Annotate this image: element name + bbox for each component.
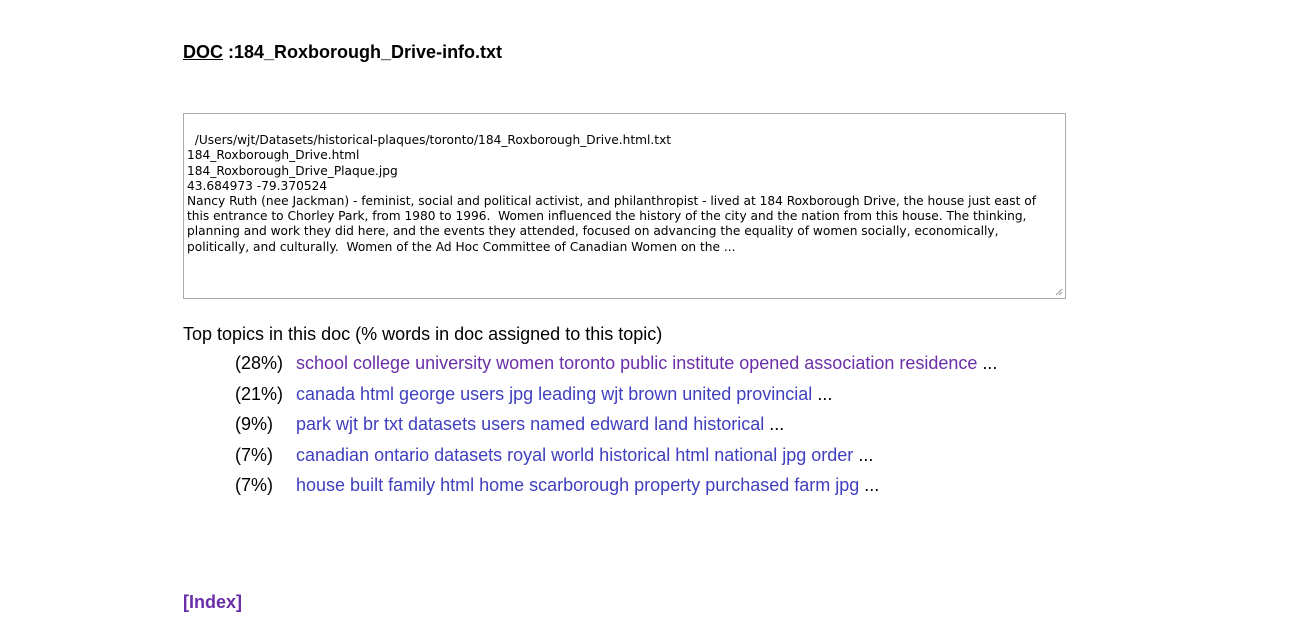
topics-heading: Top topics in this doc (% words in doc assigned to this topic) bbox=[183, 324, 663, 344]
topic-row bbox=[235, 383, 997, 414]
topic-row bbox=[235, 413, 997, 444]
topic-ellipsis: ... bbox=[859, 475, 880, 495]
topics-list bbox=[235, 352, 997, 505]
topic-percent: (7%) bbox=[235, 444, 274, 465]
topic-percent: (21%) bbox=[235, 383, 284, 404]
page-title bbox=[183, 42, 502, 63]
topic-percent: (9%) bbox=[235, 414, 274, 434]
topic-link[interactable]: school college university women toronto public institute opened association residence bbox=[296, 353, 978, 373]
topic-ellipsis: ... bbox=[764, 414, 785, 434]
topic-row bbox=[235, 352, 997, 383]
topic-row bbox=[235, 444, 997, 475]
topic-link[interactable]: park wjt br txt datasets users named edward land historical bbox=[296, 414, 765, 434]
index-link[interactable]: [Index] bbox=[183, 592, 243, 612]
document-text: /Users/wjt/Datasets/historical-plaques/toronto/184_Roxborough_Drive.html.txt 184_Roxborough_Drive.html 184_Roxborough_Drive_Plaque.jpg 43.684973 -79.370524 Nancy Ruth (nee Jackman) - feminist, social and political activist, and philanthropist - lived at 184 Roxborough Drive, the house just east of this entrance to Chorley Park, from 1980 to 1996. Women influenced the history of the city and the nation from this house. The thinking, planning and work they did here, and the events they attended, focused on advancing the equality of women socially, economically, politically, and culturally. Women of the Ad Hoc Committee of Canadian Women on the ... bbox=[187, 133, 1036, 254]
topic-ellipsis: ... bbox=[812, 383, 833, 404]
topic-percent: (7%) bbox=[235, 475, 274, 495]
document-textarea[interactable] bbox=[183, 113, 1066, 299]
doc-link[interactable]: DOC bbox=[183, 42, 223, 62]
topic-percent: (28%) bbox=[235, 353, 284, 373]
topic-link[interactable]: canada html george users jpg leading wjt brown united provincial bbox=[296, 383, 813, 404]
topic-ellipsis: ... bbox=[853, 444, 874, 465]
doc-filename: :184_Roxborough_Drive-info.txt bbox=[228, 42, 503, 62]
topic-link[interactable]: canadian ontario datasets royal world historical html national jpg order bbox=[296, 444, 854, 465]
topic-row bbox=[235, 474, 997, 505]
topic-ellipsis: ... bbox=[977, 353, 998, 373]
resize-grip-icon[interactable] bbox=[1055, 288, 1063, 296]
topic-link[interactable]: house built family html home scarborough property purchased farm jpg bbox=[296, 475, 860, 495]
